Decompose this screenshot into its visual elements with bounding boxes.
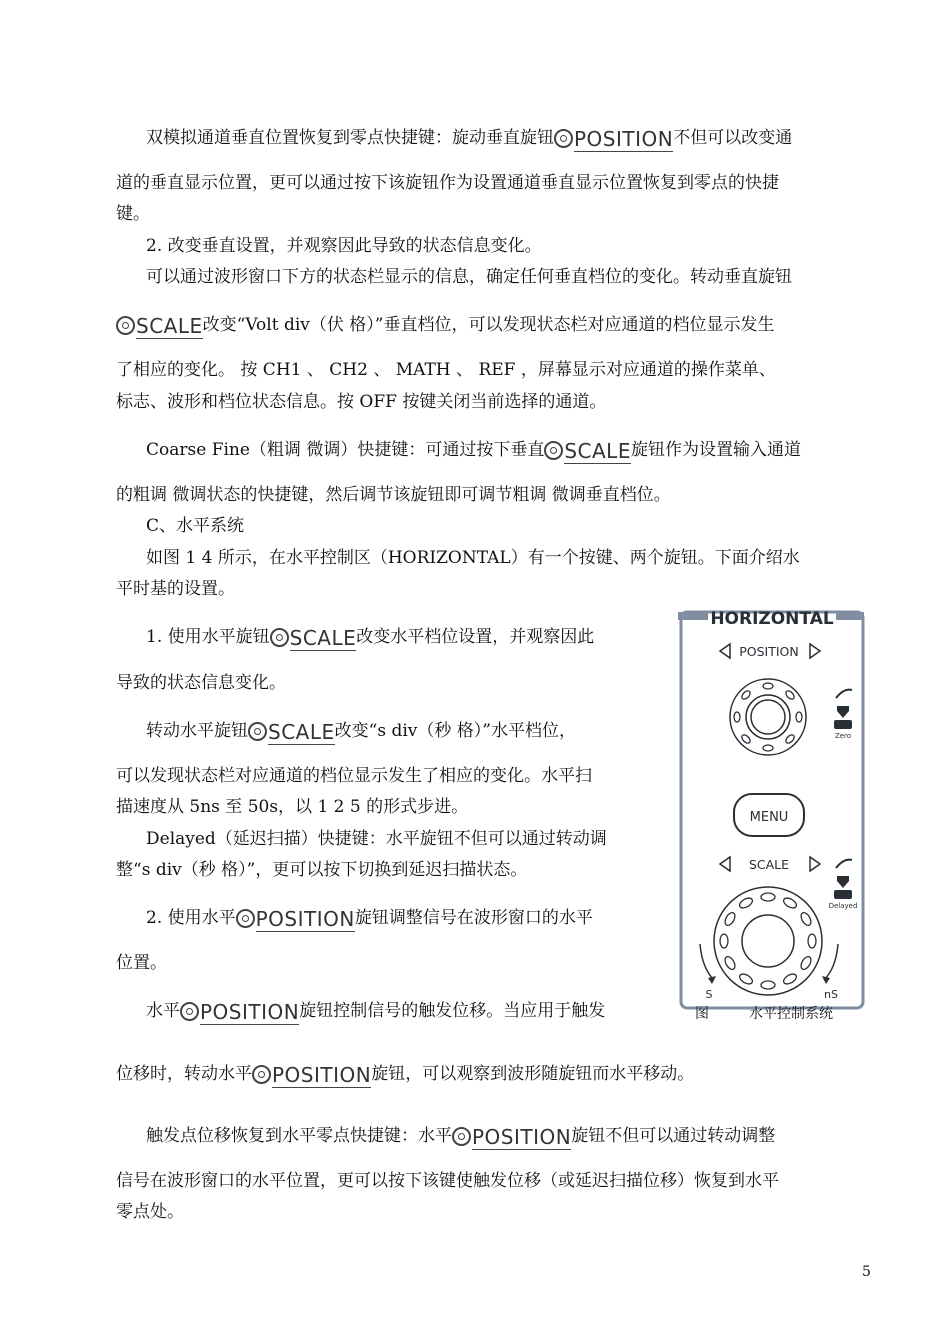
para11-line1 [146,1124,775,1151]
knob-word: SCALE [268,720,335,744]
scale-knob-inline [248,722,335,746]
position-knob-inline [452,1127,571,1151]
position-label: POSITION [739,644,799,659]
knob-icon [180,1002,199,1021]
knob-word: SCALE [564,439,631,463]
knob-word: SCALE [289,626,357,650]
para7-line2: 可以发现状态栏对应通道的档位显示发生了相应的变化。水平扫 [116,766,592,786]
knob-word: POSITION [255,907,355,931]
scale-knob-inline [116,316,203,340]
text: 2. 使用水平 [146,908,236,928]
zero-label: Zero [834,732,852,740]
menu-label: MENU [749,810,789,825]
text: 水平 [146,1001,180,1021]
panel-drawing [676,606,866,1011]
para10-line1 [146,999,605,1026]
text: 旋钮控制信号的触发位移。当应用于触发 [299,1001,606,1021]
text: Coarse Fine（粗调 微调）快捷键：可通过按下垂直 [146,440,545,460]
knob-word: POSITION [200,1000,300,1024]
text: 旋钮，可以观察到波形随旋钮而水平移动。 [371,1064,695,1084]
knob-icon [452,1127,471,1146]
para4-line1 [146,438,801,465]
knob-icon [236,909,255,928]
knob-word: POSITION [574,127,674,151]
para7-line1 [146,719,576,746]
knob-word: SCALE [136,314,203,338]
position-knob-inline [236,909,355,933]
text: 触发点位移恢复到水平零点快捷键：水平 [146,1126,452,1146]
knob-icon [544,441,563,460]
figure-caption [695,1004,833,1024]
fast-label: nS [824,988,838,1001]
panel-title: HORIZONTAL [710,609,834,629]
para10-line2 [116,1062,694,1089]
left-arrow-icon [720,644,730,658]
para1-line3: 键。 [116,204,150,224]
right-arrow-icon [810,857,820,871]
caption-prefix: 图 [695,1006,709,1022]
para6-line2: 导致的状态信息变化。 [116,673,286,693]
position-knob-inline [180,1002,299,1026]
position-knob-inline [554,129,673,153]
page-number: 5 [862,1264,871,1280]
right-arrow-icon [810,644,820,658]
rotate-icon [836,690,852,698]
text: 双模拟通道垂直位置恢复到零点快捷键：旋动垂直旋钮 [146,128,554,148]
text: 改变水平档位设置，并观察因此 [356,627,595,647]
position-knob [730,679,806,755]
knob-icon [554,129,573,148]
knob-icon [116,316,135,335]
para3-line3: 了相应的变化。 按 CH1 、 CH2 、 MATH 、 REF ，屏幕显示对应通道的操作菜单、 [116,360,776,380]
para7-line3: 描速度从 5ns 至 50s，以 1 2 5 的形式步进。 [116,797,469,817]
rotate-left-arrowhead [708,976,716,984]
knob-word: POSITION [272,1063,372,1087]
knob-icon [248,722,267,741]
rotate-icon [836,860,852,868]
text: 改变“Volt div（伏 格）”垂直档位，可以发现状态栏对应通道的档位显示发生 [202,315,775,335]
para5-line1: 如图 1 4 所示，在水平控制区（HORIZONTAL）有一个按键、两个旋钮。下面介绍水 [146,548,800,568]
para3-line4: 标志、波形和档位状态信息。按 OFF 按键关闭当前选择的通道。 [116,392,607,412]
scale-knob [714,887,822,995]
rotate-right-arrow [824,944,838,980]
para3-line1: 可以通过波形窗口下方的状态栏显示的信息，确定任何垂直档位的变化。转动垂直旋钮 [146,267,792,287]
para2: 2. 改变垂直设置，并观察因此导致的状态信息变化。 [146,236,542,256]
para5-line2: 平时基的设置。 [116,579,235,599]
push-icon [834,876,852,899]
text: 不但可以改变通 [673,128,793,148]
text: 改变“s div（秒 格）”水平档位， [334,721,576,741]
para8-line2: 整“s div（秒 格）”，更可以按下切换到延迟扫描状态。 [116,860,528,880]
section-heading: C、水平系统 [146,516,245,536]
para1-line1 [146,126,792,153]
push-icon [834,706,852,729]
para3-line2 [116,313,774,340]
scale-knob-inline [544,441,631,465]
para9-line2: 位置。 [116,953,167,973]
slow-label: S [705,988,713,1001]
text: 1. 使用水平旋钮 [146,627,270,647]
text: 位移时，转动水平 [116,1064,252,1084]
knob-word: POSITION [472,1125,572,1149]
caption-text: 水平控制系统 [749,1006,833,1022]
rotate-left-arrow [700,944,714,980]
para1-line2: 道的垂直显示位置，更可以通过按下该旋钮作为设置通道垂直显示位置恢复到零点的快捷 [116,173,779,193]
left-arrow-icon [720,857,730,871]
position-knob-inline [252,1065,371,1089]
para11-line3: 零点处。 [116,1202,184,1222]
knob-icon [270,628,289,647]
para8-line1: Delayed（延迟扫描）快捷键：水平旋钮不但可以通过转动调 [146,829,607,849]
para6-line1 [146,625,594,652]
text: 旋钮不但可以通过转动调整 [571,1126,776,1146]
text: 旋钮作为设置输入通道 [630,440,801,460]
text: 转动水平旋钮 [146,721,248,741]
text: 旋钮调整信号在波形窗口的水平 [354,908,593,928]
para4-line2: 的粗调 微调状态的快捷键，然后调节该旋钮即可调节粗调 微调垂直档位。 [116,485,671,505]
rotate-right-arrowhead [822,976,830,984]
horizontal-panel-figure [676,606,866,1011]
knob-icon [252,1065,271,1084]
delayed-label: Delayed [828,902,858,910]
scale-knob-inline [270,628,357,652]
scale-label: SCALE [748,857,790,872]
panel-title-bar-left [678,612,708,620]
para9-line1 [146,906,593,933]
panel-title-bar-right [836,612,864,620]
para11-line2: 信号在波形窗口的水平位置，更可以按下该键使触发位移（或延迟扫描位移）恢复到水平 [116,1171,779,1191]
